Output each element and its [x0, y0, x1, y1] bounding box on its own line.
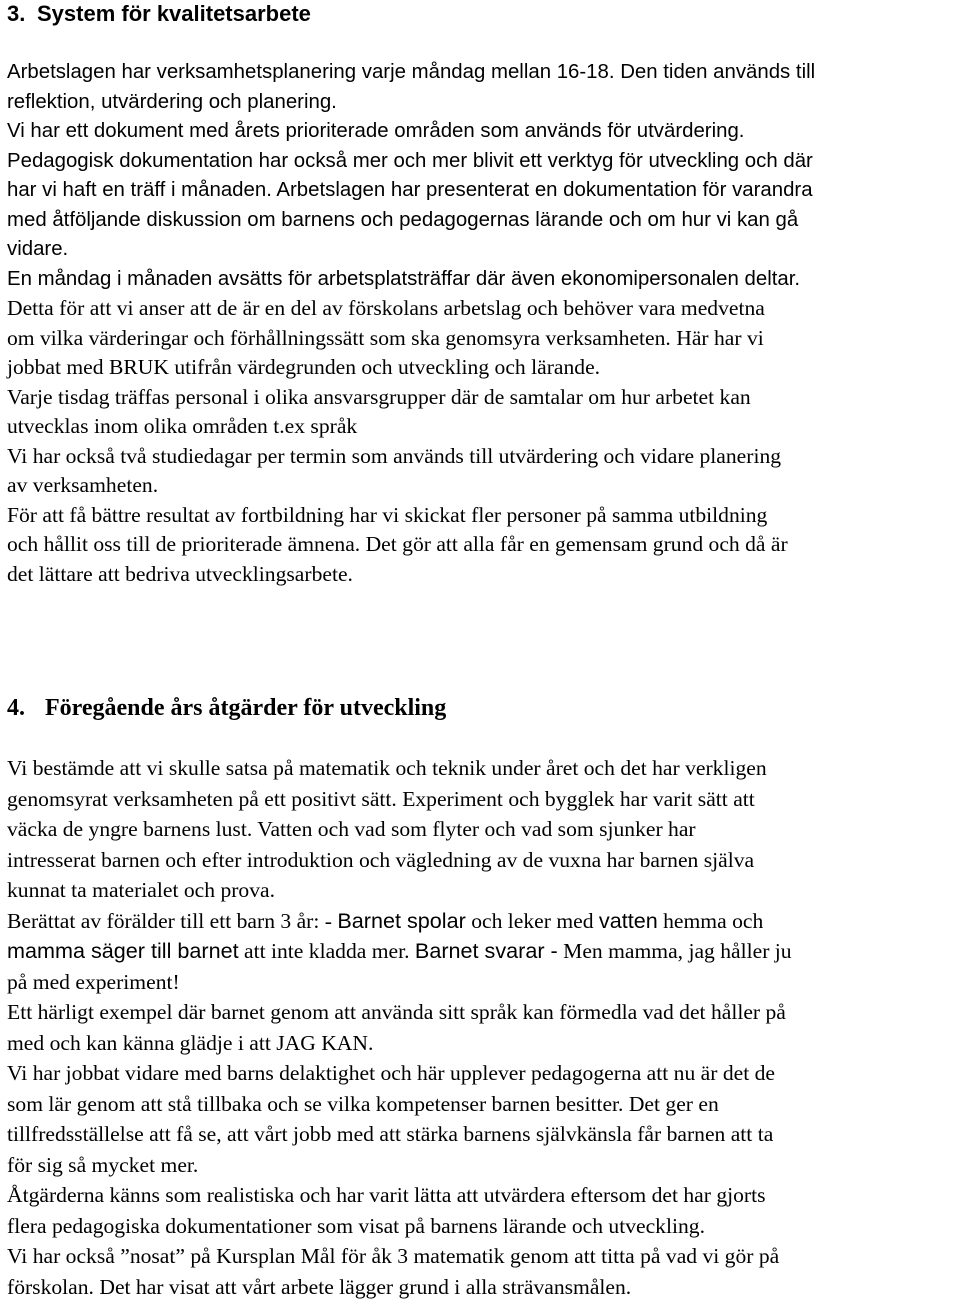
body-line: med och kan känna glädje i att JAG KAN.	[7, 1028, 959, 1059]
section-4-heading	[7, 694, 446, 722]
section-4-title: Föregående års åtgärder för utveckling	[45, 695, 446, 721]
body-line: reflektion, utvärdering och planering.	[7, 88, 959, 118]
body-line: förskolan. Det har visat att vårt arbete lägger grund i alla strävansmålen.	[7, 1272, 959, 1302]
quote-text: Men mamma, jag håller ju	[558, 939, 792, 963]
body-line: intresserat barnen och efter introduktion och vägledning av de vuxna har barnen själva	[7, 845, 959, 876]
body-line: om vilka värderingar och förhållningssätt som ska genomsyra verksamheten. Här har vi	[7, 324, 959, 354]
body-line: jobbat med BRUK utifrån värdegrunden och utveckling och lärande.	[7, 353, 959, 383]
body-line: och hållit oss till de prioriterade ämnena. Det gör att alla får en gemensam grund och då är	[7, 530, 959, 560]
body-line: som lär genom att stå tillbaka och se vilka kompetenser barnen besitter. Det ger en	[7, 1089, 959, 1120]
body-line: med åtföljande diskussion om barnens och pedagogernas lärande och om hur vi kan gå	[7, 206, 959, 236]
quote-sans-run: mamma säger till barnet	[7, 938, 239, 963]
body-line: Vi bestämde att vi skulle satsa på matematik och teknik under året och det har verkligen	[7, 753, 959, 784]
body-line: Vi har jobbat vidare med barns delaktighet och här upplever pedagogerna att nu är det de	[7, 1058, 959, 1089]
quote-text: och leker med	[466, 909, 599, 933]
body-line: vidare.	[7, 235, 959, 265]
quote-text: hemma och	[658, 909, 764, 933]
quote-sans-run: vatten	[599, 908, 658, 933]
section-3-heading	[7, 1, 311, 27]
quote-prefix: Berättat av förälder till ett barn 3 år: -	[7, 909, 337, 933]
body-line: För att få bättre resultat av fortbildning har vi skickat fler personer på samma utbildning	[7, 501, 959, 531]
body-line: Pedagogisk dokumentation har också mer och mer blivit ett verktyg för utveckling och där	[7, 147, 959, 177]
body-line: tillfredsställelse att få se, att vårt jobb med att stärka barnens självkänsla får barnen att ta	[7, 1119, 959, 1150]
body-line: Åtgärderna känns som realistiska och har varit lätta att utvärdera eftersom det har gjorts	[7, 1180, 959, 1211]
section-4-body	[7, 753, 959, 1302]
body-line: Vi har också ”nosat” på Kursplan Mål för åk 3 matematik genom att titta på vad vi gör på	[7, 1241, 959, 1272]
body-line: Detta för att vi anser att de är en del av förskolans arbetslag och behöver vara medvetna	[7, 294, 959, 324]
body-line: En måndag i månaden avsätts för arbetsplatsträffar där även ekonomipersonalen deltar.	[7, 265, 959, 295]
quote-sans-run: Barnet spolar	[337, 908, 465, 933]
body-line: det lättare att bedriva utvecklingsarbete.	[7, 560, 959, 590]
body-line: flera pedagogiska dokumentationer som visat på barnens lärande och utveckling.	[7, 1211, 959, 1242]
body-line: för sig så mycket mer.	[7, 1150, 959, 1181]
section-3-body	[7, 58, 959, 589]
body-line: av verksamheten.	[7, 471, 959, 501]
section-4-number: 4.	[7, 694, 45, 722]
body-line: Varje tisdag träffas personal i olika ansvarsgrupper där de samtalar om hur arbetet kan	[7, 383, 959, 413]
section-3-number: 3.	[7, 1, 37, 27]
body-line: Vi har också två studiedagar per termin som används till utvärdering och vidare planering	[7, 442, 959, 472]
body-line: kunnat ta materialet och prova.	[7, 875, 959, 906]
quote-sans-run: Barnet svarar -	[415, 938, 558, 963]
body-line: Ett härligt exempel där barnet genom att använda sitt språk kan förmedla vad det håller på	[7, 997, 959, 1028]
body-line: utvecklas inom olika områden t.ex språk	[7, 412, 959, 442]
body-line: genomsyrat verksamheten på ett positivt sätt. Experiment och bygglek har varit sätt att	[7, 784, 959, 815]
section-3-title: System för kvalitetsarbete	[37, 1, 311, 26]
body-line: väcka de yngre barnens lust. Vatten och vad som flyter och vad som sjunker har	[7, 814, 959, 845]
body-line: Vi har ett dokument med årets prioriterade områden som används för utvärdering.	[7, 117, 959, 147]
quote-text: att inte kladda mer.	[239, 939, 415, 963]
body-line: Arbetslagen har verksamhetsplanering varje måndag mellan 16-18. Den tiden används till	[7, 58, 959, 88]
body-line: har vi haft en träff i månaden. Arbetslagen har presenterat en dokumentation för varandra	[7, 176, 959, 206]
quote-line	[7, 936, 959, 967]
quote-line: på med experiment!	[7, 967, 959, 998]
quote-line	[7, 906, 959, 937]
